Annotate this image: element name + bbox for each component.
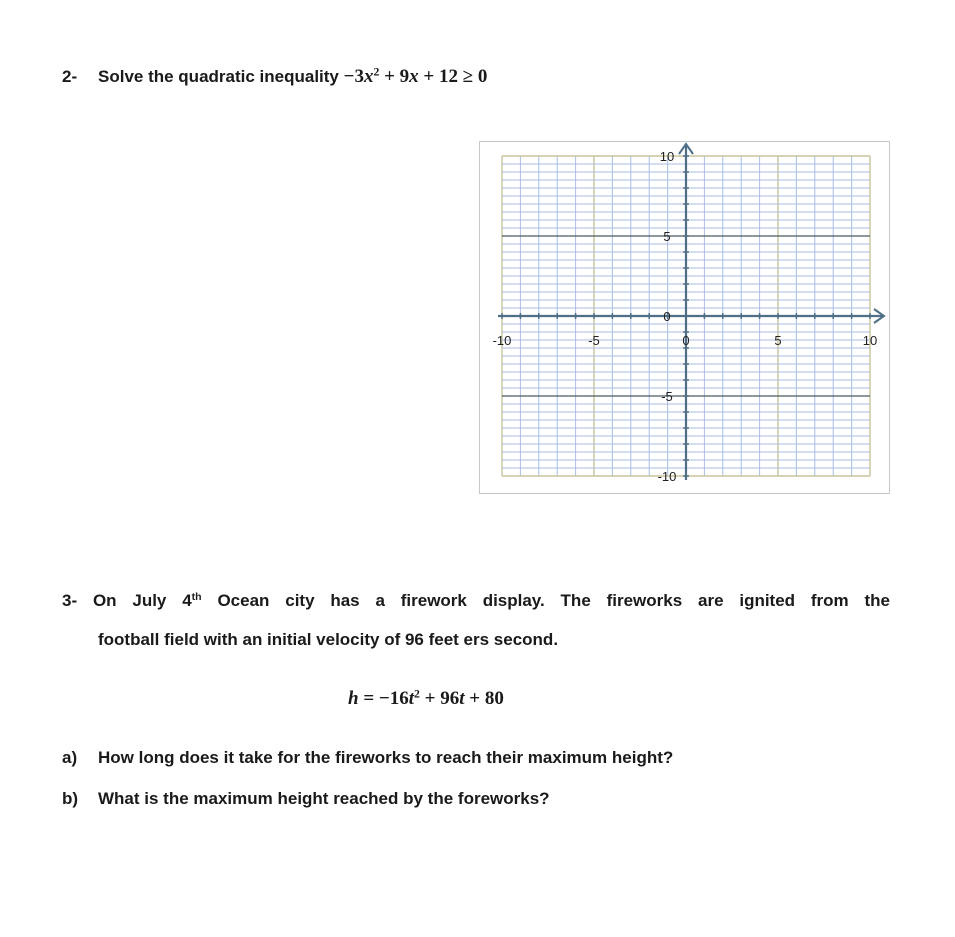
part-b-label: b) <box>62 789 79 808</box>
question-3-word: firework <box>400 591 467 610</box>
question-2-inequality: $-3x^2 + 9x + 12 \ge 0$ <box>343 65 488 87</box>
part-b-text: What is the maximum height reached by the foreworks? <box>98 789 550 808</box>
question-3-word: The <box>560 591 591 610</box>
y-tick-label: -10 <box>657 469 677 484</box>
x-tick-label: -5 <box>588 333 600 348</box>
question-3-word: ignited <box>739 591 796 610</box>
question-3-part-a <box>62 748 673 768</box>
y-tick-label: 10 <box>659 149 675 164</box>
question-3-word: from <box>810 591 849 610</box>
part-a-text: How long does it take for the fireworks to reach their maximum height? <box>98 748 674 767</box>
question-3-word: city <box>285 591 315 610</box>
y-tick-label: 0 <box>663 309 671 324</box>
question-3-word: a <box>375 591 385 610</box>
coordinate-grid <box>480 142 889 493</box>
question-3-line-1 <box>62 591 890 611</box>
question-3-word: are <box>698 591 724 610</box>
question-3-word: the <box>864 591 890 610</box>
y-tick-label: 5 <box>663 229 671 244</box>
y-tick-label: -5 <box>661 389 673 404</box>
height-formula: $h = -16t^2 + 96t + 80$ <box>348 687 504 709</box>
question-3-line-2: football field with an initial velocity of 96 feet ers second. <box>98 630 559 649</box>
question-3-word: July <box>132 591 167 610</box>
x-tick-label: 5 <box>774 333 782 348</box>
question-3-word: Ocean <box>217 591 270 610</box>
question-3-word: has <box>330 591 360 610</box>
question-3-word: fireworks <box>606 591 683 610</box>
question-3-word: On <box>92 591 117 610</box>
part-a-label: a) <box>62 748 78 767</box>
question-2-number: 2- <box>62 67 78 86</box>
question-3-word: 4th <box>182 591 202 610</box>
question-2-prompt: Solve the quadratic inequality <box>98 67 339 86</box>
question-3-number: 3- <box>62 591 78 610</box>
question-3-part-b <box>62 789 550 809</box>
x-tick-label: 0 <box>682 333 690 348</box>
x-tick-label: -10 <box>492 333 512 348</box>
question-2 <box>62 66 487 88</box>
question-3-word: display. <box>482 591 545 610</box>
x-tick-label: 10 <box>862 333 878 348</box>
coordinate-grid-figure <box>479 141 890 494</box>
